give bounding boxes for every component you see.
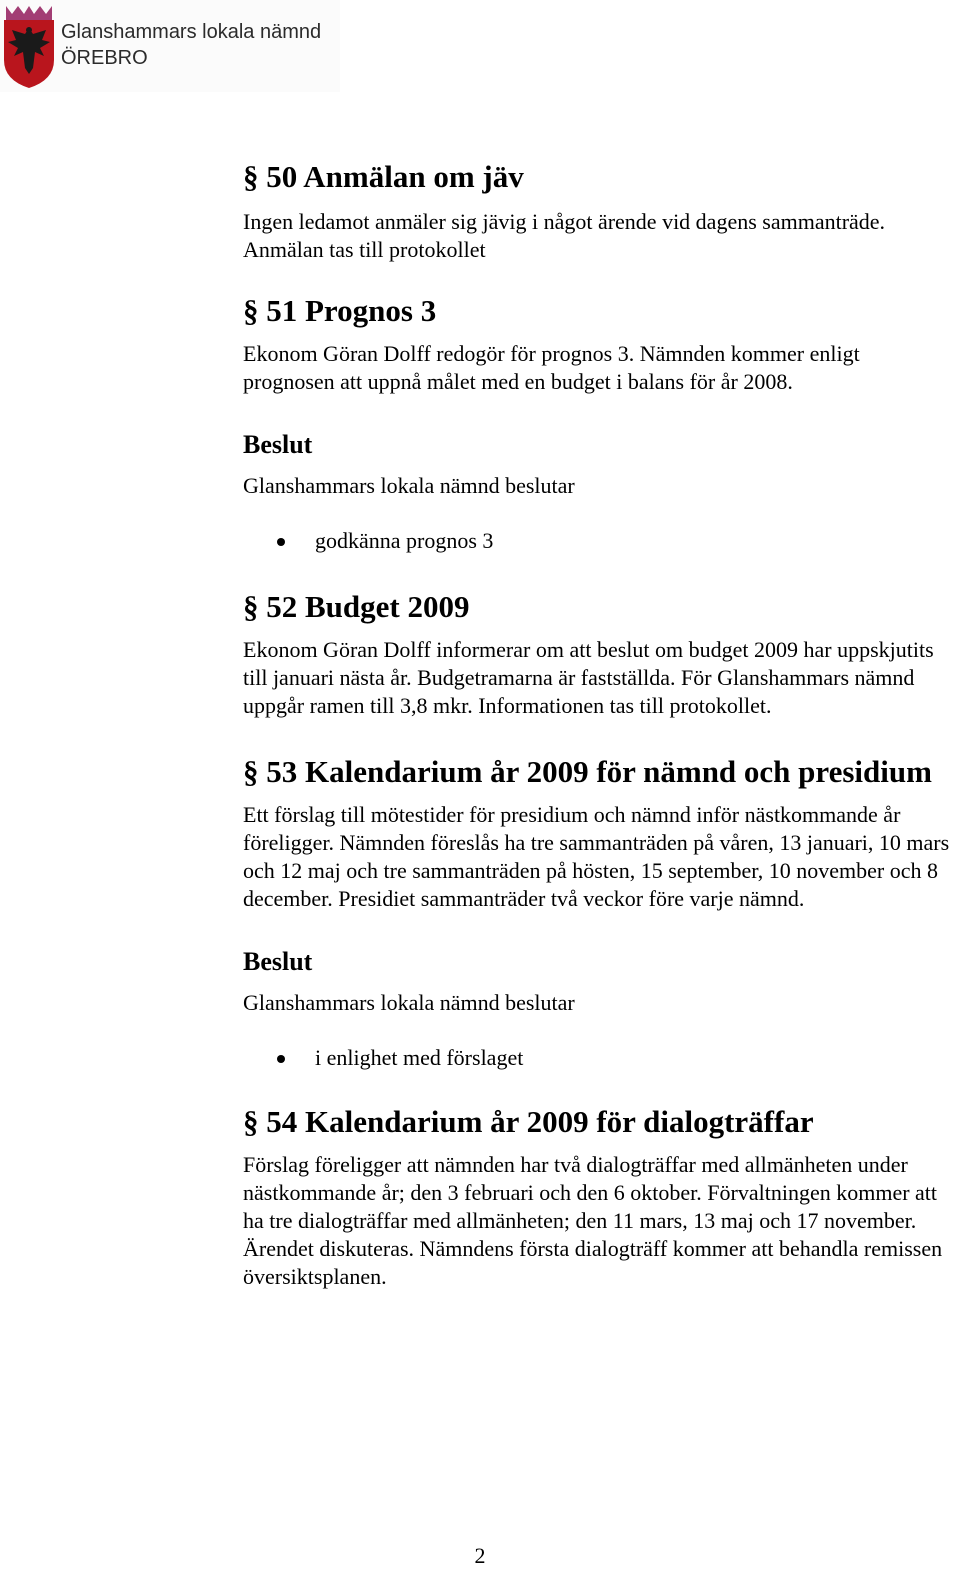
- section-54: [243, 1103, 955, 1291]
- list-item: [243, 1044, 955, 1072]
- section-paragraph: Ett förslag till mötestider för presidium och nämnd inför nästkommande år föreligger. Nämnden föreslås ha tre sammanträden på våren, 13 januari, 10 mars och 12 maj och tre sammanträden på hösten, 15 september, 10 november och 8 december. Presidiet sammanträder två veckor före varje nämnd.: [243, 802, 950, 911]
- section-51: [243, 292, 955, 555]
- section-heading: § 50 Anmälan om jäv: [243, 159, 524, 194]
- decision-list: [243, 1044, 955, 1072]
- header-logo: [0, 0, 340, 92]
- decision-list: [243, 527, 955, 555]
- section-50: [243, 158, 955, 264]
- section-heading: § 54 Kalendarium år 2009 för dialogträffar: [243, 1104, 814, 1139]
- decision-text: Glanshammars lokala nämnd beslutar: [243, 990, 575, 1015]
- list-item-text: i enlighet med förslaget: [315, 1045, 524, 1070]
- bullet-icon: [277, 1055, 285, 1063]
- section-heading: § 51 Prognos 3: [243, 293, 437, 328]
- list-item: [243, 527, 955, 555]
- decision-heading: Beslut: [243, 430, 313, 459]
- org-city: ÖREBRO: [61, 47, 148, 69]
- section-53: [243, 753, 955, 1072]
- list-item-text: godkänna prognos 3: [315, 528, 494, 553]
- bullet-icon: [277, 538, 285, 546]
- section-52: [243, 588, 955, 720]
- coat-of-arms-icon: [2, 4, 56, 88]
- page-number: 2: [474, 1543, 486, 1568]
- section-heading: § 52 Budget 2009: [243, 589, 470, 624]
- section-paragraph: Ekonom Göran Dolff redogör för prognos 3. Nämnden kommer enligt prognosen att uppnå målet med en budget i balans för år 2008.: [243, 341, 860, 394]
- decision-text: Glanshammars lokala nämnd beslutar: [243, 473, 575, 498]
- section-heading: § 53 Kalendarium år 2009 för nämnd och presidium: [243, 754, 932, 789]
- section-paragraph: Ingen ledamot anmäler sig jävig i något ärende vid dagens sammanträde. Anmälan tas till protokollet: [243, 209, 886, 262]
- document-body: [243, 158, 955, 1291]
- org-name: Glanshammars lokala nämnd: [61, 21, 322, 43]
- section-paragraph: Förslag föreligger att nämnden har två dialogträffar med allmänheten under nästkommande år; den 3 februari och den 6 oktober. Förvaltningen kommer att ha tre dialogträffar med allmänheten; den 11 mars, 13 maj och 17 november. Ärendet diskuteras. Nämndens första dialogträff kommer att behandla remissen översiktsplanen.: [243, 1152, 943, 1289]
- section-paragraph: Ekonom Göran Dolff informerar om att beslut om budget 2009 har uppskjutits till januari nästa år. Budgetramarna är fastställda. För Glanshammars nämnd uppgår ramen till 3,8 mkr. Informationen tas till protokollet.: [243, 637, 934, 718]
- decision-heading: Beslut: [243, 947, 313, 976]
